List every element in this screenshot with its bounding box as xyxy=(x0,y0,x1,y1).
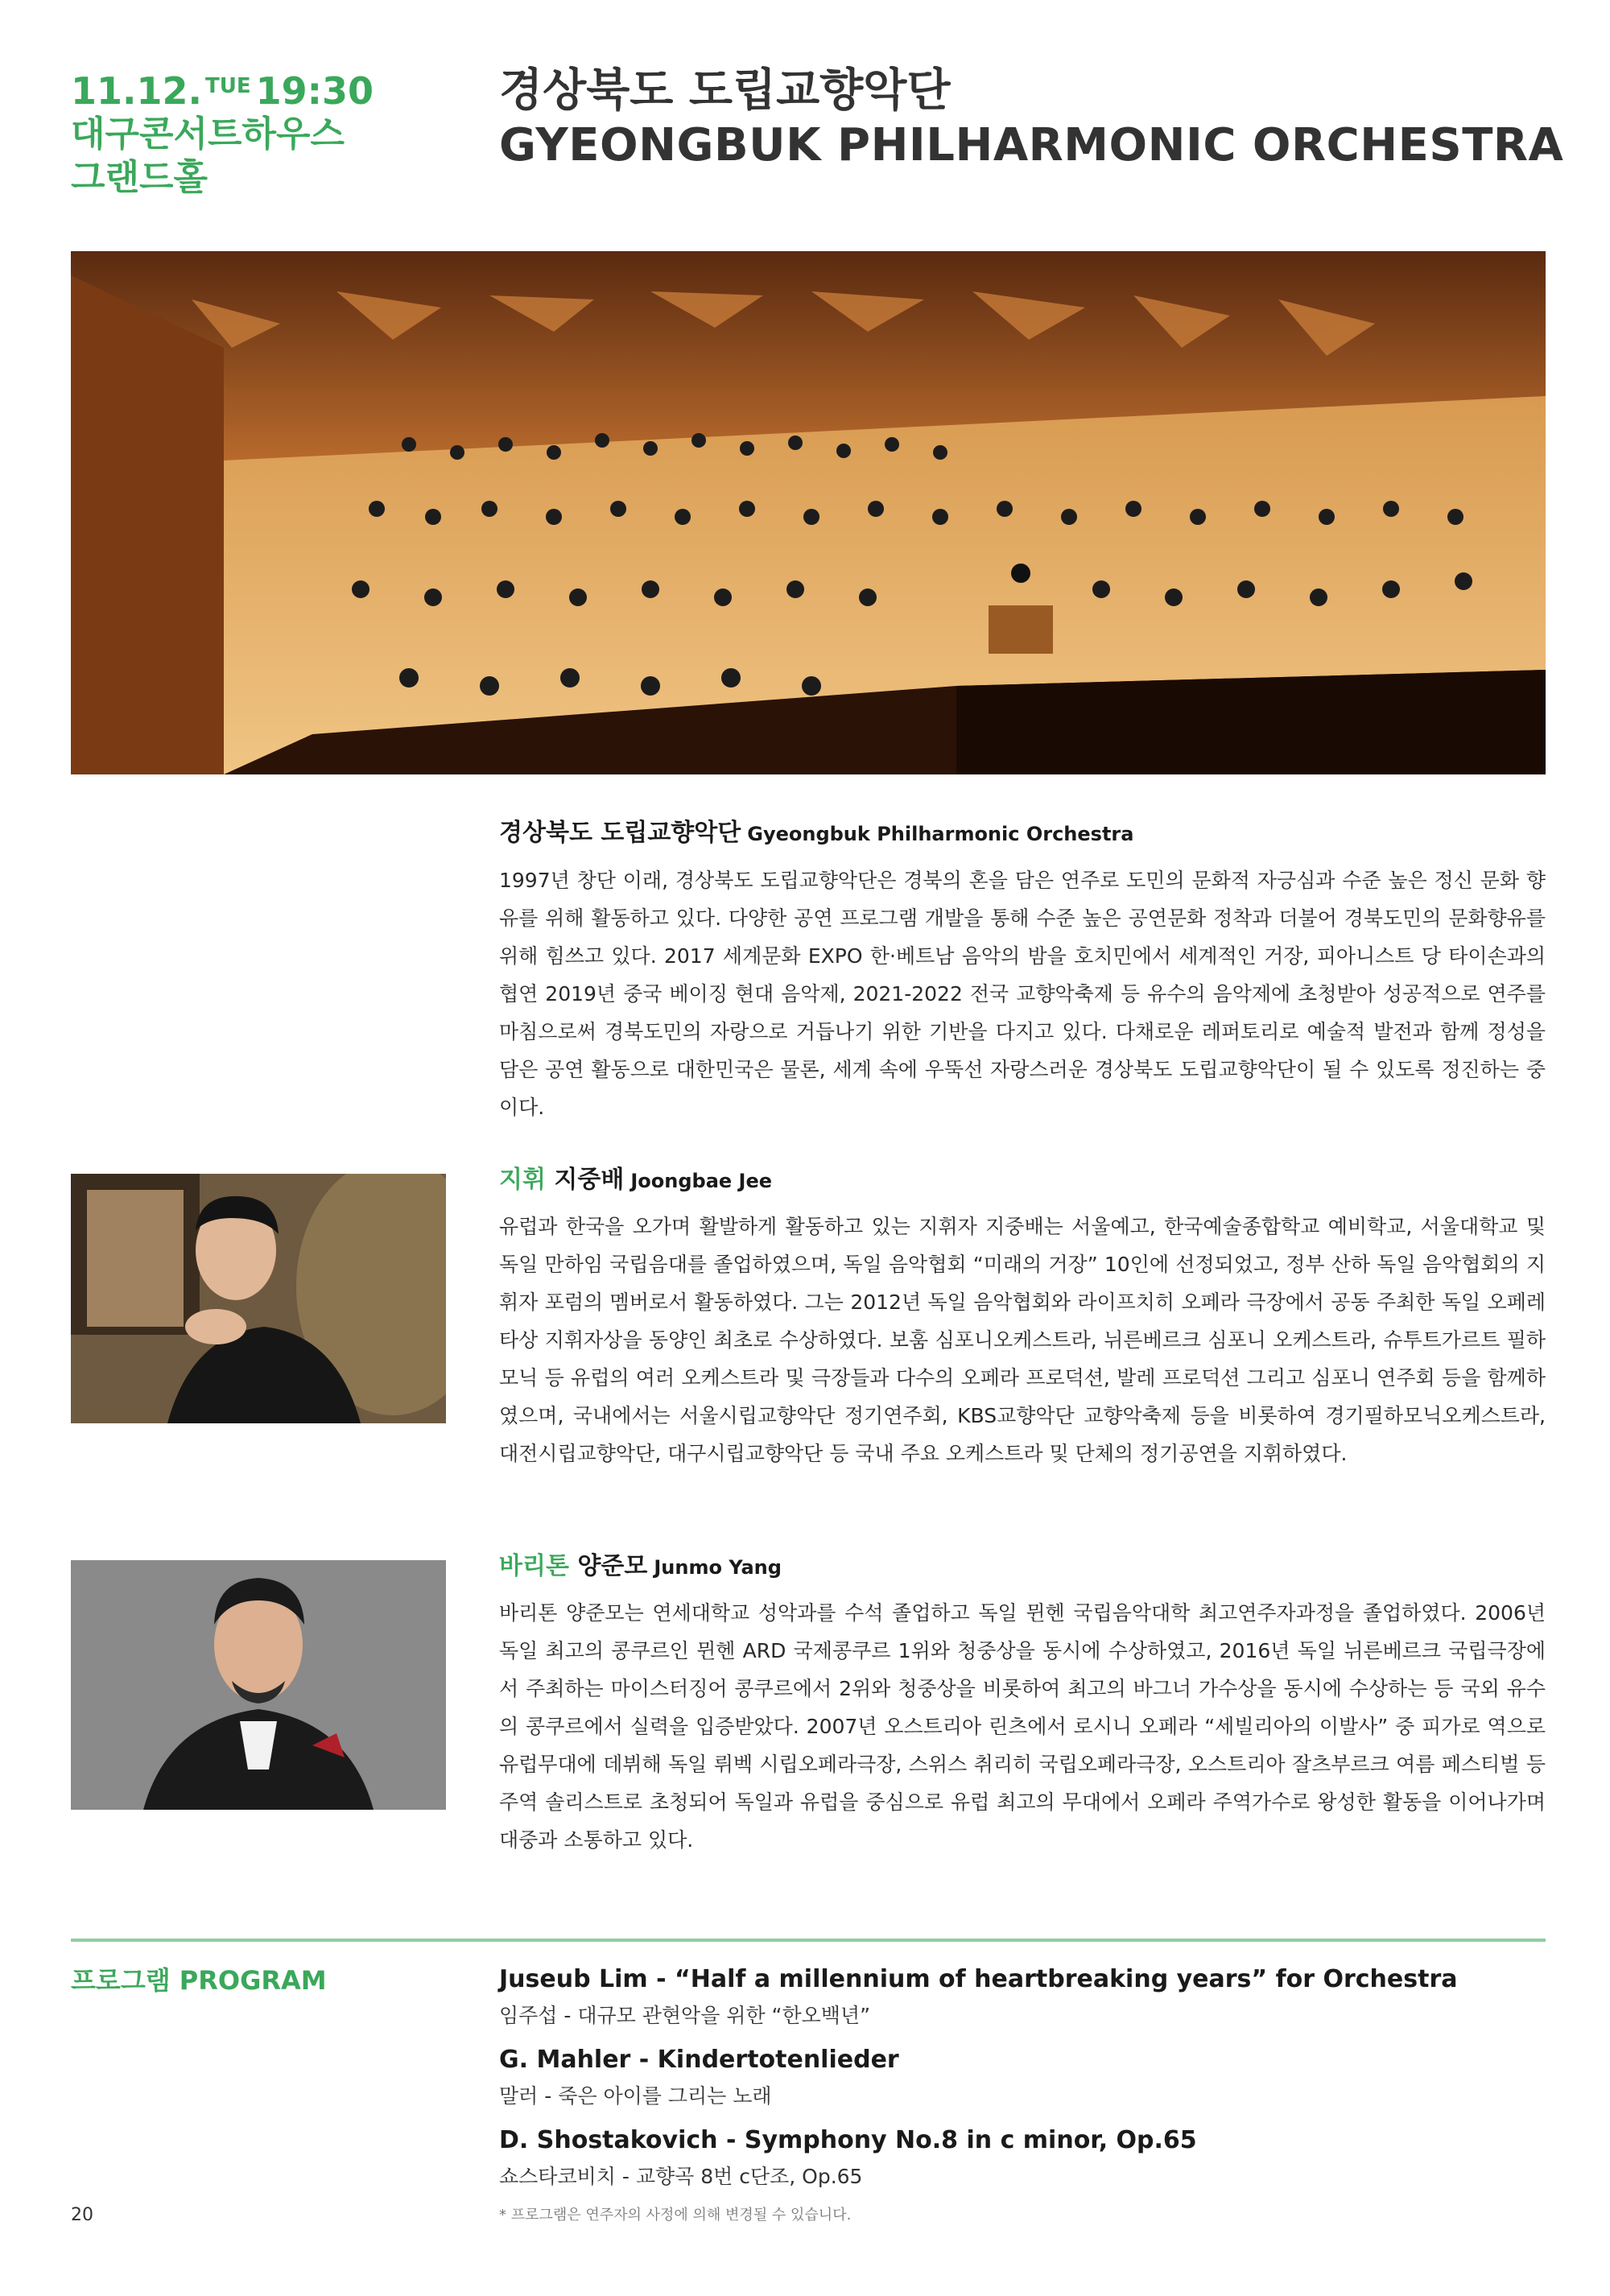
program-item-subtitle: 쇼스타코비치 - 교향곡 8번 c단조, Op.65 xyxy=(499,2165,863,2188)
orchestra-heading xyxy=(499,817,1133,850)
page-number: 20 xyxy=(71,2205,93,2225)
program-label: 프로그램 PROGRAM xyxy=(71,1965,327,1996)
program-item-subtitle: 임주섭 - 대규모 관현악을 위한 “한오백년” xyxy=(499,2004,871,2027)
baritone-name-en: Junmo Yang xyxy=(654,1556,782,1579)
concert-weekday: TUE xyxy=(204,74,251,98)
program-footnote: * 프로그램은 연주자의 사정에 의해 변경될 수 있습니다. xyxy=(499,2207,852,2224)
venue-line-2: 그랜드홀 xyxy=(71,157,208,198)
baritone-name-ko: 양준모 xyxy=(577,1552,648,1580)
program-item-subtitle: 말러 - 죽은 아이를 그리는 노래 xyxy=(499,2084,772,2108)
orchestra-name-en: Gyeongbuk Philharmonic Orchestra xyxy=(747,823,1134,845)
conductor-heading xyxy=(499,1164,772,1197)
orchestra-name-ko: 경상북도 도립교향악단 xyxy=(499,819,741,847)
program-item-title: Juseub Lim - “Half a millennium of heartbreaking years” for Orchestra xyxy=(499,1965,1458,1993)
conductor-portrait xyxy=(71,1174,446,1423)
conductor-name-ko: 지중배 xyxy=(554,1166,625,1194)
concert-time: 19:30 xyxy=(255,69,374,113)
page-title-english: GYEONGBUK PHILHARMONIC ORCHESTRA xyxy=(499,119,1564,171)
conductor-role: 지휘 xyxy=(499,1166,546,1194)
conductor-name-en: Joongbae Jee xyxy=(630,1170,773,1192)
program-item-title: G. Mahler - Kindertotenlieder xyxy=(499,2046,899,2074)
page-title-korean: 경상북도 도립교향악단 xyxy=(499,64,951,117)
orchestra-bio: 1997년 창단 이래, 경상북도 도립교향악단은 경북의 혼을 담은 연주로 도민의 문화적 자긍심과 수준 높은 정신 문화 향유를 위해 활동하고 있다. 다양한 공연 프로그램 개발을 통해 수준 높은 공연문화 정착과 더불어 경북도민의 문화향유를 위해 힘쓰고 있다. 2017 세계문화 EXPO 한·베트남 음악의 밤을 호치민에서 세계적인 거장, 피아니스트 당 타이손과의 협연 2019년 중국 베이징 현대 음악제, 2021-2022 전국 교향악축제 등 유수의 음악제에 초청받아 성공적으로 연주를 마침으로써 경북도민의 자랑으로 거듭나기 위한 기반을 다지고 있다. 다채로운 레퍼토리로 예술적 발전과 함께 정성을 담은 공연 활동으로 대한민국은 물론, 세계 속에 우뚝선 자랑스러운 경상북도 도립교향악단이 될 수 있도록 정진하는 중이다. xyxy=(499,869,1546,1119)
concert-date-time xyxy=(71,64,374,113)
baritone-heading xyxy=(499,1551,782,1584)
venue-line-1: 대구콘서트하우스 xyxy=(71,114,345,155)
orchestra-hall-photo xyxy=(71,251,1546,774)
baritone-portrait xyxy=(71,1560,446,1810)
program-item-title: D. Shostakovich - Symphony No.8 in c minor, Op.65 xyxy=(499,2126,1197,2154)
baritone-bio: 바리톤 양준모는 연세대학교 성악과를 수석 졸업하고 독일 뮌헨 국립음악대학 최고연주자과정을 졸업하였다. 2006년 독일 최고의 콩쿠르인 뮌헨 ARD 국제콩쿠르 1위와 청중상을 동시에 수상하였고, 2016년 독일 뉘른베르크 국립극장에서 주최하는 마이스터징어 콩쿠르에서 2위와 청중상을 비롯하여 최고의 바그너 가수상을 동시에 수상하는 등 국외 유수의 콩쿠르에서 실력을 입증받았다. 2007년 오스트리아 린츠에서 로시니 오페라 “세빌리아의 이발사” 중 피가로 역으로 유럽무대에 데뷔해 독일 뤼벡 시립오페라극장, 스위스 취리히 국립오페라극장, 오스트리아 잘츠부르크 여름 페스티벌 등 주역 솔리스트로 초청되어 독일과 유럽을 중심으로 유럽 최고의 무대에서 오페라 주역가수로 왕성한 활동을 이어나가며 대중과 소통하고 있다. xyxy=(499,1601,1546,1852)
conductor-bio: 유럽과 한국을 오가며 활발하게 활동하고 있는 지휘자 지중배는 서울예고, 한국예술종합학교 예비학교, 서울대학교 및 독일 만하임 국립음대를 졸업하였으며, 독일 음악협회 “미래의 거장” 10인에 선정되었고, 정부 산하 독일 음악협회의 지휘자 포럼의 멤버로서 활동하였다. 그는 2012년 독일 음악협회와 라이프치히 오페라 극장에서 공동 주최한 독일 오페레타상 지휘자상을 동양인 최초로 수상하였다. 보훔 심포니오케스트라, 뉘른베르크 심포니 오케스트라, 슈투트가르트 필하모닉 등 유럽의 여러 오케스트라 및 극장들과 다수의 오페라 프로덕션, 발레 프로덕션 그리고 심포니 연주회 등을 함께하였으며, 국내에서는 서울시립교향악단 정기연주회, KBS교향악단 교향악축제 등을 비롯하여 경기필하모닉오케스트라, 대전시립교향악단, 대구시립교향악단 등 국내 주요 오케스트라 및 단체의 정기공연을 지휘하였다. xyxy=(499,1215,1546,1465)
baritone-role: 바리톤 xyxy=(499,1552,569,1580)
program-divider xyxy=(71,1939,1546,1942)
concert-date: 11.12. xyxy=(71,69,202,113)
